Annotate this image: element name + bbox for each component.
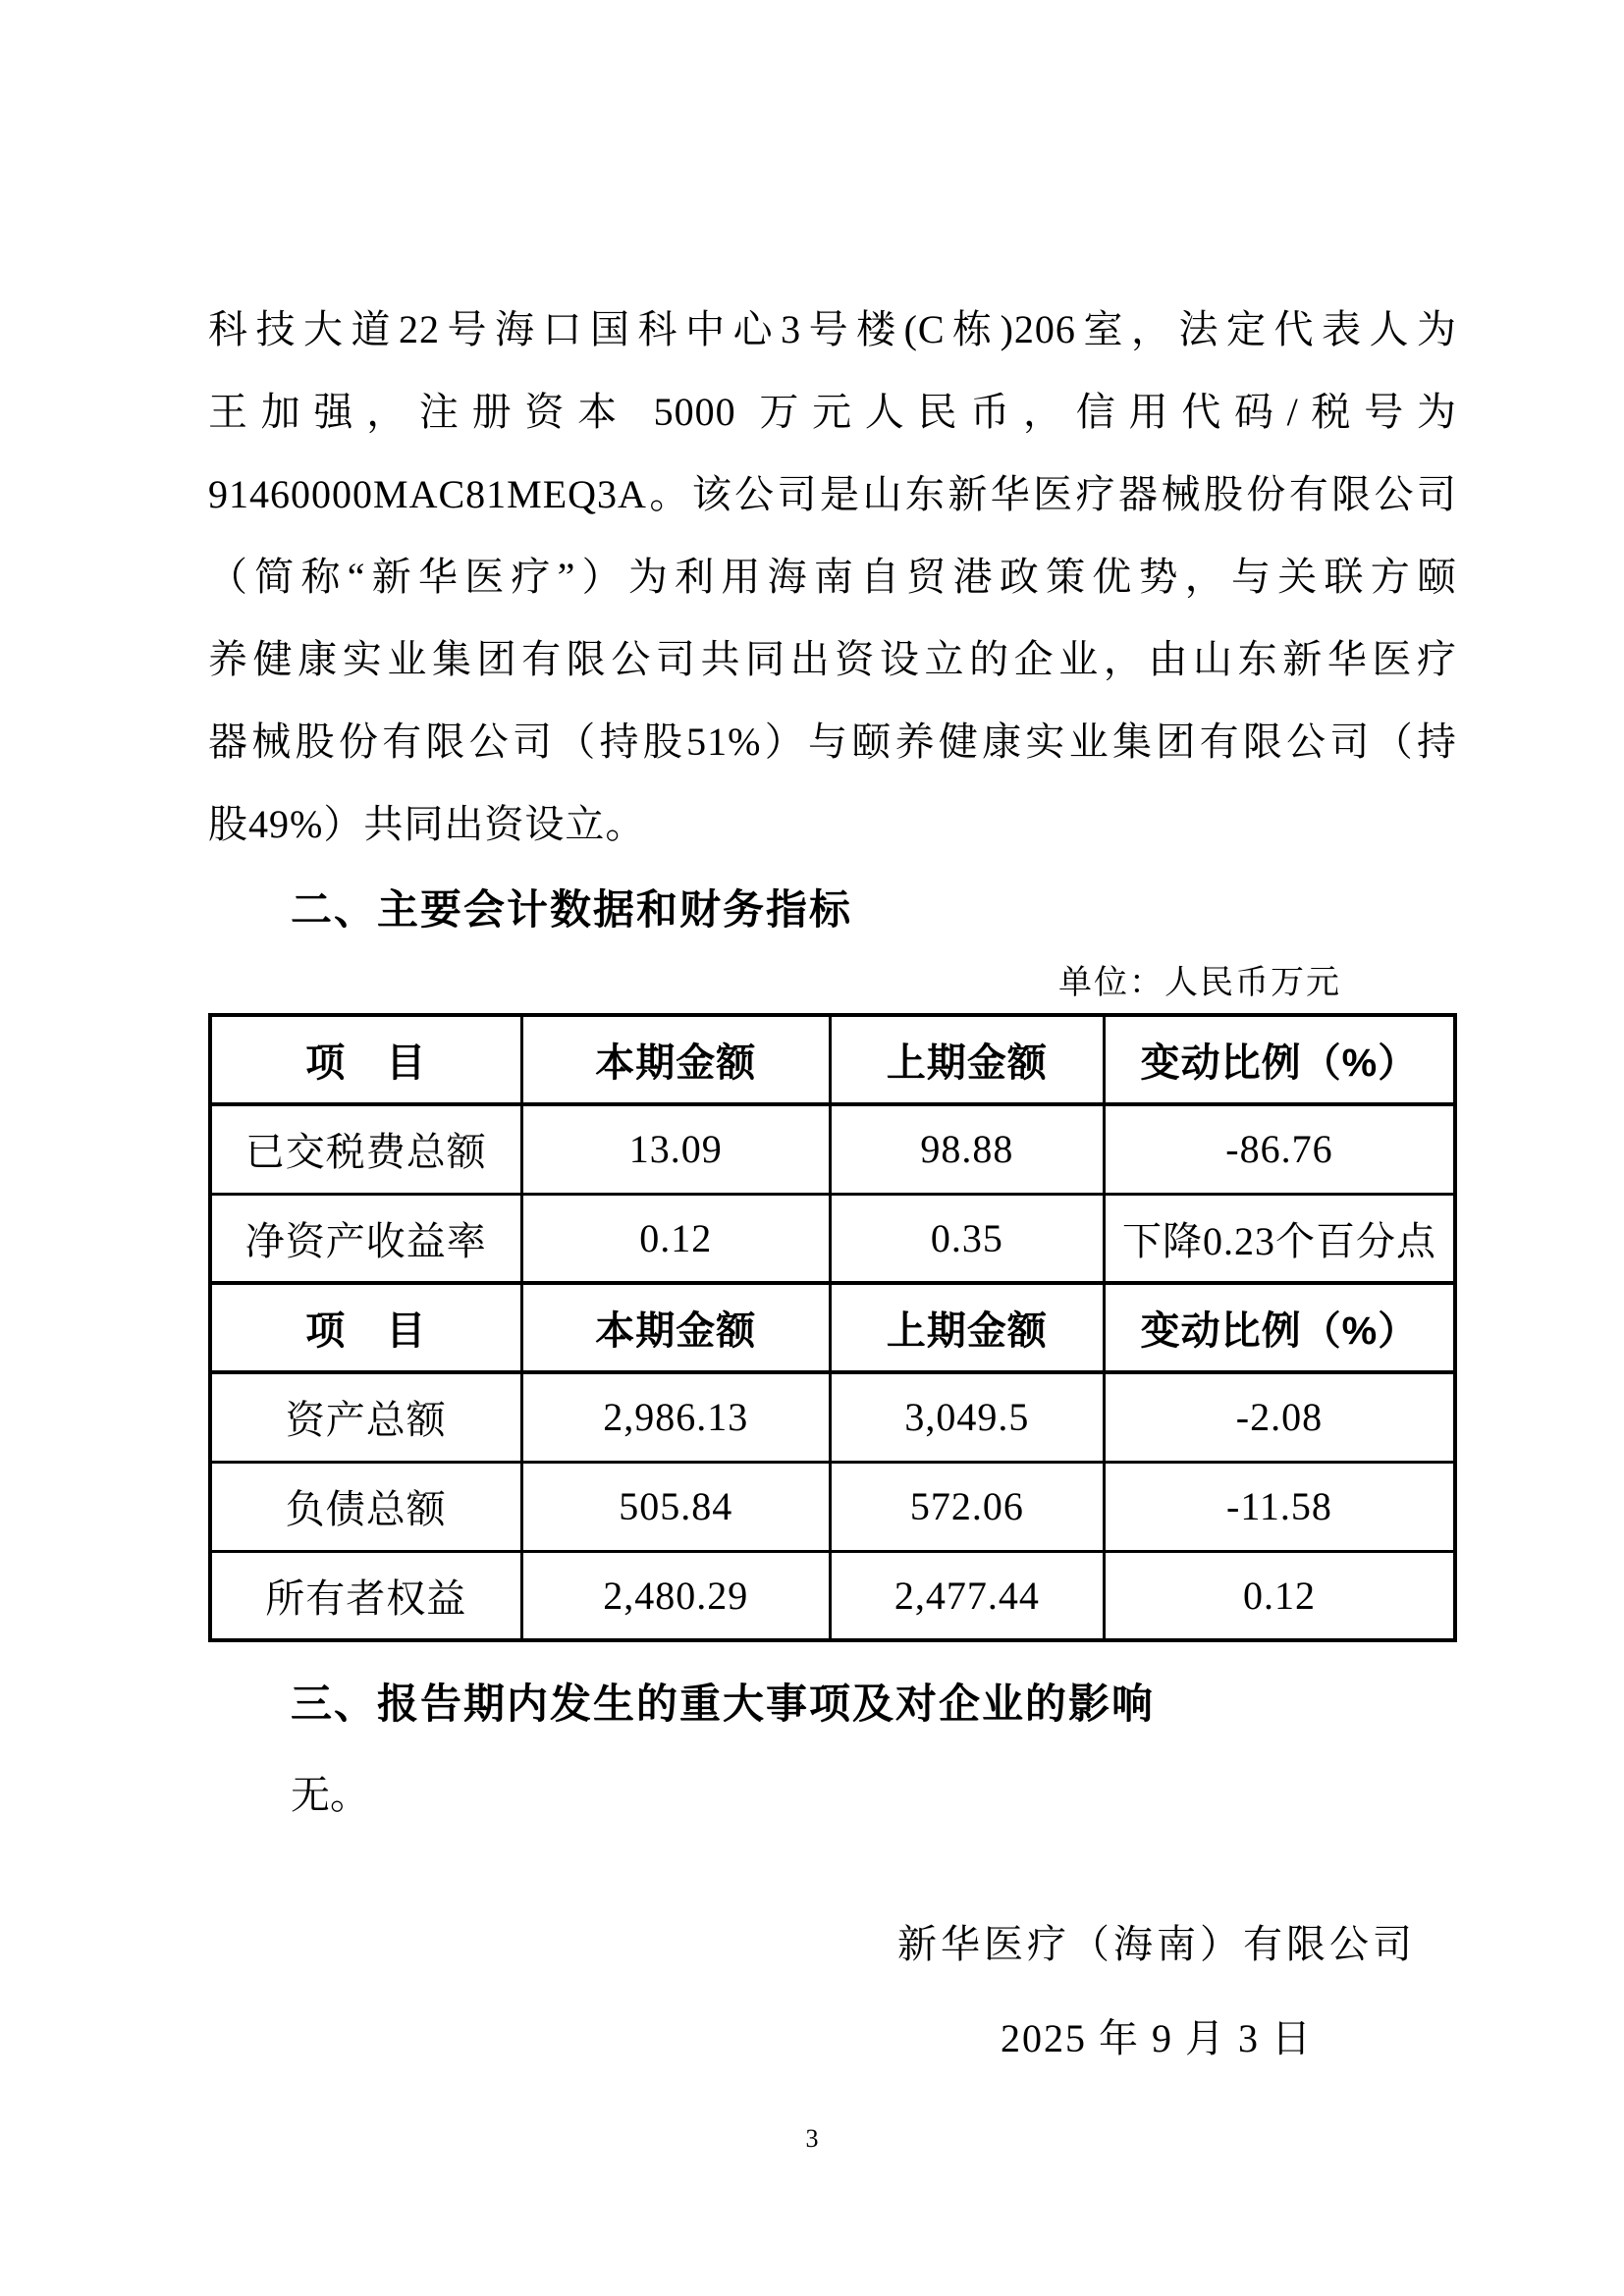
table-header-cell: 本期金额	[521, 1283, 830, 1372]
financial-table	[208, 1013, 1457, 1642]
table-header-cell: 变动比例（%）	[1104, 1015, 1455, 1104]
section3-body: 无。	[291, 1773, 369, 1817]
paragraph-line: 王加强，注册资本 5000 万元人民币，信用代码/税号为	[208, 390, 1457, 434]
document-content	[208, 289, 1457, 2064]
table-header-row	[210, 1283, 1455, 1372]
signature-date: 2025 年 9 月 3 日	[1001, 2016, 1313, 2060]
table-cell-prior: 98.88	[830, 1104, 1104, 1194]
table-cell-item: 所有者权益	[210, 1551, 521, 1640]
table-cell-item: 净资产收益率	[210, 1194, 521, 1283]
table-cell-prior: 2,477.44	[830, 1551, 1104, 1640]
section-heading-3: 三、报告期内发生的重大事项及对企业的影响	[291, 1681, 1156, 1727]
table-cell-change: -11.58	[1104, 1462, 1455, 1551]
table-header-row	[210, 1015, 1455, 1104]
table-header-cell: 项 目	[210, 1283, 521, 1372]
signature-company: 新华医疗（海南）有限公司	[897, 1922, 1416, 1966]
table-cell-prior: 3,049.5	[830, 1372, 1104, 1462]
table-cell-change: -86.76	[1104, 1104, 1455, 1194]
paragraph-line: （简称“新华医疗”）为利用海南自贸港政策优势，与关联方颐	[208, 555, 1457, 599]
table-row	[210, 1372, 1455, 1462]
table-cell-current: 0.12	[521, 1194, 830, 1283]
table-header-cell: 项 目	[210, 1015, 521, 1104]
table-row	[210, 1462, 1455, 1551]
table-cell-item: 已交税费总额	[210, 1104, 521, 1194]
page-number: 3	[805, 2124, 819, 2153]
section-heading-2: 二、主要会计数据和财务指标	[291, 886, 853, 933]
paragraph-line: 器械股份有限公司（持股51%）与颐养健康实业集团有限公司（持	[208, 720, 1457, 764]
table-unit-note: 单位：人民币万元	[1058, 965, 1341, 1001]
paragraph-line: 股49%）共同出资设立。	[208, 802, 646, 846]
paragraph-line: 91460000MAC81MEQ3A。该公司是山东新华医疗器械股份有限公司	[208, 472, 1457, 516]
paragraph-line: 科技大道22号海口国科中心3号楼(C栋)206室，法定代表人为	[208, 307, 1457, 351]
table-header-cell: 变动比例（%）	[1104, 1283, 1455, 1372]
table-header-cell: 本期金额	[521, 1015, 830, 1104]
table-cell-current: 2,986.13	[521, 1372, 830, 1462]
table-row	[210, 1194, 1455, 1283]
table-cell-change: -2.08	[1104, 1372, 1455, 1462]
table-header-cell: 上期金额	[830, 1283, 1104, 1372]
table-cell-current: 13.09	[521, 1104, 830, 1194]
table-cell-current: 2,480.29	[521, 1551, 830, 1640]
table-cell-item: 负债总额	[210, 1462, 521, 1551]
table-row	[210, 1551, 1455, 1640]
intro-paragraph	[208, 289, 1457, 866]
table-cell-change: 0.12	[1104, 1551, 1455, 1640]
paragraph-line: 养健康实业集团有限公司共同出资设立的企业，由山东新华医疗	[208, 637, 1457, 681]
table-cell-current: 505.84	[521, 1462, 830, 1551]
table-cell-item: 资产总额	[210, 1372, 521, 1462]
table-row	[210, 1104, 1455, 1194]
table-header-cell: 上期金额	[830, 1015, 1104, 1104]
signature-block	[208, 1919, 1457, 2064]
table-cell-prior: 572.06	[830, 1462, 1104, 1551]
table-cell-prior: 0.35	[830, 1194, 1104, 1283]
table-cell-change: 下降0.23个百分点	[1104, 1194, 1455, 1283]
